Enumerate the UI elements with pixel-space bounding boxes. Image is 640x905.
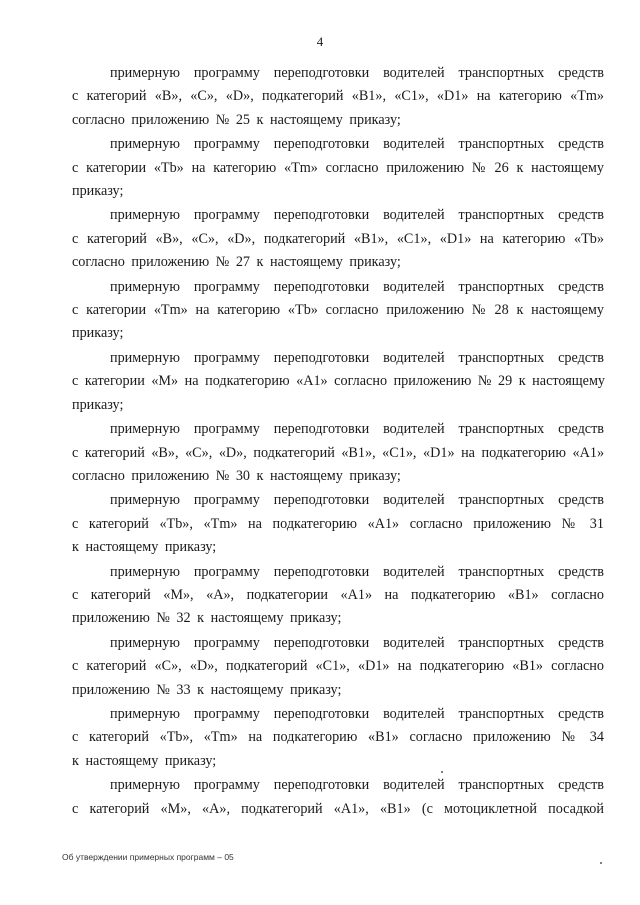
paragraph-line: примерную программу переподготовки водителей транспортных средств [110, 136, 604, 153]
paragraph-line: примерную программу переподготовки водителей транспортных средств [110, 421, 604, 438]
paragraph [72, 276, 604, 346]
paragraph-line: примерную программу переподготовки водителей транспортных средств [110, 634, 604, 651]
page-footer: Об утверждении примерных программ – 05 [62, 852, 234, 862]
paragraph-line: примерную программу переподготовки водителей транспортных средств [110, 65, 604, 81]
paragraph [72, 774, 604, 821]
paragraph-line: примерную программу переподготовки водителей транспортных средств [110, 777, 604, 794]
paragraph [72, 204, 604, 274]
paragraph-line: примерную программу переподготовки водителей транспортных средств [110, 207, 604, 224]
paragraph-line: с категории «Tb» на категорию «Tm» согласно приложению № 26 к настоящему [72, 159, 604, 176]
paragraph-line: с категорий «М», «А», подкатегории «А1» на подкатегорию «В1» согласно [72, 586, 604, 603]
document-body [72, 62, 604, 821]
paragraph-line: с категории «Tm» на категорию «Tb» согласно приложению № 28 к настоящему [72, 302, 604, 319]
paragraph-line: приказу; [72, 396, 124, 413]
paragraph-line: с категорий «В», «С», «D», подкатегорий «В1», «С1», «D1» на категорию «Tm» [72, 88, 604, 105]
paragraph-line: к настоящему приказу; [72, 539, 217, 556]
paragraph-line: с категорий «В», «С», «D», подкатегорий «В1», «С1», «D1» на подкатегорию «А1» [72, 444, 605, 461]
paragraph-line: приказу; [72, 325, 124, 342]
paragraph-line: примерную программу переподготовки водителей транспортных средств [110, 705, 604, 722]
paragraph-line: с категорий «Tb», «Tm» на подкатегорию «А1» согласно приложению № 31 [72, 515, 604, 532]
paragraph [72, 347, 604, 417]
paragraph-line: с категорий «Tb», «Tm» на подкатегорию «В1» согласно приложению № 34 [72, 729, 604, 746]
paragraph-line: примерную программу переподготовки водителей транспортных средств [110, 563, 604, 580]
scan-speck [441, 771, 443, 773]
paragraph-line: согласно приложению № 25 к настоящему приказу; [72, 111, 401, 128]
paragraph-line: согласно приложению № 27 к настоящему приказу; [72, 254, 401, 271]
scan-speck [600, 862, 602, 864]
paragraph-line: приложению № 32 к настоящему приказу; [72, 610, 342, 627]
paragraph [72, 489, 604, 559]
paragraph-line: примерную программу переподготовки водителей транспортных средств [110, 278, 604, 295]
page-number: 4 [316, 34, 324, 49]
paragraph-line: с категории «М» на подкатегорию «А1» согласно приложению № 29 к настоящему [72, 373, 606, 390]
paragraph [72, 703, 604, 773]
paragraph [72, 418, 604, 488]
paragraph-line: с категорий «С», «D», подкатегорий «С1», «D1» на подкатегорию «В1» согласно [72, 658, 604, 675]
paragraph-line: с категорий «М», «А», подкатегорий «А1», «В1» (с мотоциклетной посадкой [72, 800, 604, 817]
paragraph [72, 632, 604, 702]
paragraph-line: согласно приложению № 30 к настоящему приказу; [72, 467, 401, 484]
paragraph [72, 561, 604, 631]
paragraph-line: приказу; [72, 183, 124, 200]
paragraph [72, 133, 604, 203]
paragraph-line: примерную программу переподготовки водителей транспортных средств [110, 349, 604, 366]
paragraph [72, 62, 604, 132]
paragraph-line: примерную программу переподготовки водителей транспортных средств [110, 492, 604, 509]
paragraph-line: приложению № 33 к настоящему приказу; [72, 681, 342, 698]
paragraph-line: к настоящему приказу; [72, 752, 217, 769]
paragraph-line: с категорий «В», «С», «D», подкатегорий «В1», «С1», «D1» на категорию «Tb» [72, 230, 604, 247]
